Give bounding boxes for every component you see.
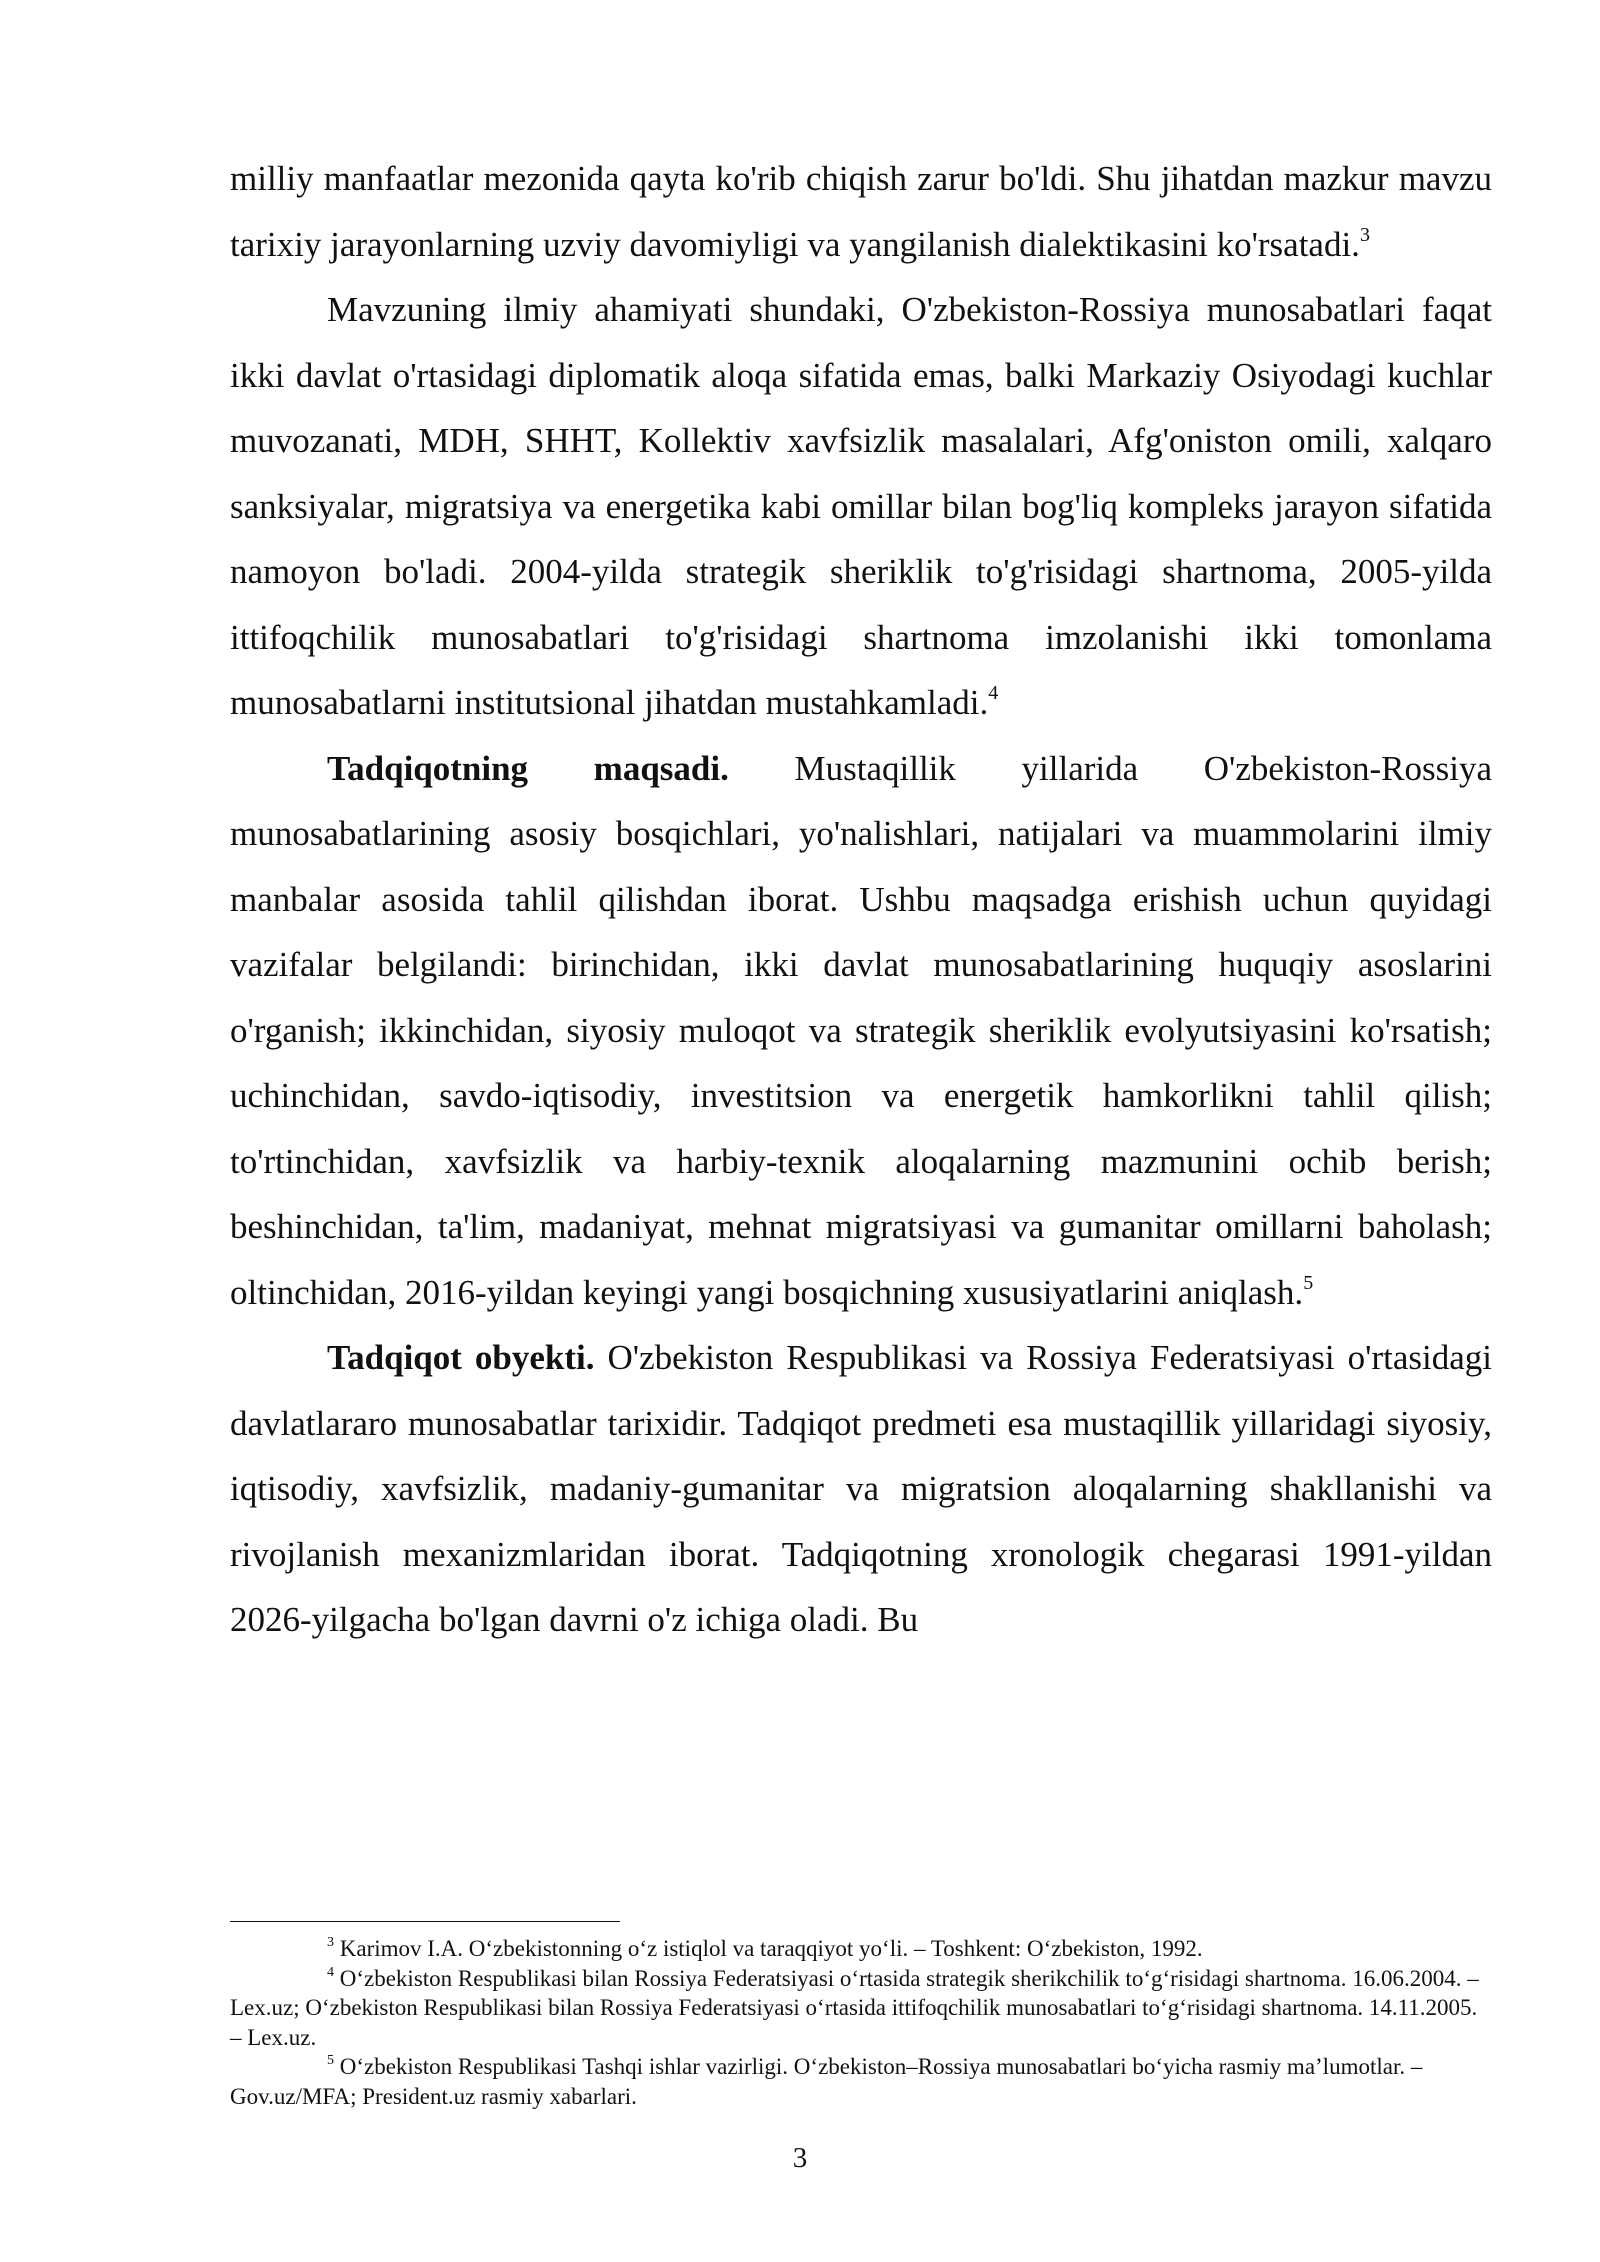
paragraph-intro-continuation: [230, 146, 1492, 277]
footnotes: [230, 1934, 1492, 2111]
footnote-5: [230, 2052, 1492, 2111]
footnote-reference: 5: [1303, 1271, 1314, 1294]
paragraph-research-object: [230, 1325, 1492, 1653]
page-number: 3: [792, 2142, 808, 2174]
paragraph-research-goal: [230, 736, 1492, 1326]
footnote-3: [230, 1934, 1492, 1964]
footnote-number: 5: [327, 2053, 334, 2069]
footnote-4: [230, 1964, 1492, 2053]
footnote-text: O‘zbekiston Respublikasi Tashqi ishlar vazirligi. O‘zbekiston–Rossiya munosabatlari bo‘yicha rasmiy ma’lumotlar. – Gov.uz/MFA; President.uz rasmiy xabarlari.: [230, 2054, 1423, 2109]
footnote-separator: [230, 1921, 620, 1922]
paragraph-scientific-significance: [230, 277, 1492, 736]
paragraph-heading: Tadqiqot obyekti.: [327, 1338, 595, 1377]
paragraph-text: Mustaqillik yillarida O'zbekiston-Rossiya munosabatlarining asosiy bosqichlari, yo'nalishlari, natijalari va muammolarini ilmiy manbalar asosida tahlil qilishdan iborat. Ushbu maqsadga erishish uchun quyidagi vazifalar belgilandi: birinchidan, ikki davlat munosabatlarining huquqiy asoslarini o'rganish; ikkinchidan, siyosiy muloqot va strategik sheriklik evolyutsiyasini ko'rsatish; uchinchidan, savdo-iqtisodiy, investitsion va energetik hamkorlikni tahlil qilish; to'rtinchidan, xavfsizlik va harbiy-texnik aloqalarning mazmunini ochib berish; beshinchidan, ta'lim, madaniyat, mehnat migratsiyasi va gumanitar omillarni baholash; oltinchidan, 2016-yildan keyingi yangi bosqichning xususiyatlarini aniqlash.: [230, 748, 1492, 1312]
footnote-number: 3: [327, 1935, 334, 1951]
footnote-text: Karimov I.A. O‘zbekistonning o‘z istiqlol va taraqqiyot yo‘li. – Toshkent: O‘zbekiston, 1992.: [334, 1936, 1203, 1961]
paragraph-text: Mavzuning ilmiy ahamiyati shundaki, O'zbekiston-Rossiya munosabatlari faqat ikki davlat o'rtasidagi diplomatik aloqa sifatida emas, balki Markaziy Osiyodagi kuchlar muvozanati, MDH, SHHT, Kollektiv xavfsizlik masalalari, Afg'oniston omili, xalqaro sanksiyalar, migratsiya va energetika kabi omillar bilan bog'liq kompleks jarayon sifatida namoyon bo'ladi. 2004-yilda strategik sheriklik to'g'risidagi shartnoma, 2005-yilda ittifoqchilik munosabatlari to'g'risidagi shartnoma imzolanishi ikki tomonlama munosabatlarni institutsional jihatdan mustahkamladi.: [230, 290, 1492, 722]
footnote-number: 4: [327, 1964, 334, 1980]
paragraph-heading: Tadqiqotning maqsadi.: [327, 748, 729, 788]
paragraph-text: O'zbekiston Respublikasi va Rossiya Federatsiyasi o'rtasidagi davlatlararo munosabatlar tarixidir. Tadqiqot predmeti esa mustaqillik yillaridagi siyosiy, iqtisodiy, xavfsizlik, madaniy-gumanitar va migratsion aloqalarning shakllanishi va rivojlanish mexanizmlaridan iborat. Tadqiqotning xronologik chegarasi 1991-yildan 2026-yilgacha bo'lgan davrni o'z ichiga oladi. Bu: [230, 1338, 1492, 1639]
footnote-reference: 4: [988, 682, 999, 705]
body-text: [230, 146, 1492, 1653]
footnote-reference: 3: [1359, 223, 1370, 246]
footnote-text: O‘zbekiston Respublikasi bilan Rossiya Federatsiyasi o‘rtasida strategik sherikchilik to‘g‘risidagi shartnoma. 16.06.2004. – Lex.uz; O‘zbekiston Respublikasi bilan Rossiya Federatsiyasi o‘rtasida ittifoqchilik munosabatlari to‘g‘risidagi shartnoma. 14.11.2005. – Lex.uz.: [230, 1965, 1479, 2050]
paragraph-text: milliy manfaatlar mezonida qayta ko'rib chiqish zarur bo'ldi. Shu jihatdan mazkur mavzu tarixiy jarayonlarning uzviy davomiyligi va yangilanish dialektikasini ko'rsatadi.: [230, 159, 1492, 264]
